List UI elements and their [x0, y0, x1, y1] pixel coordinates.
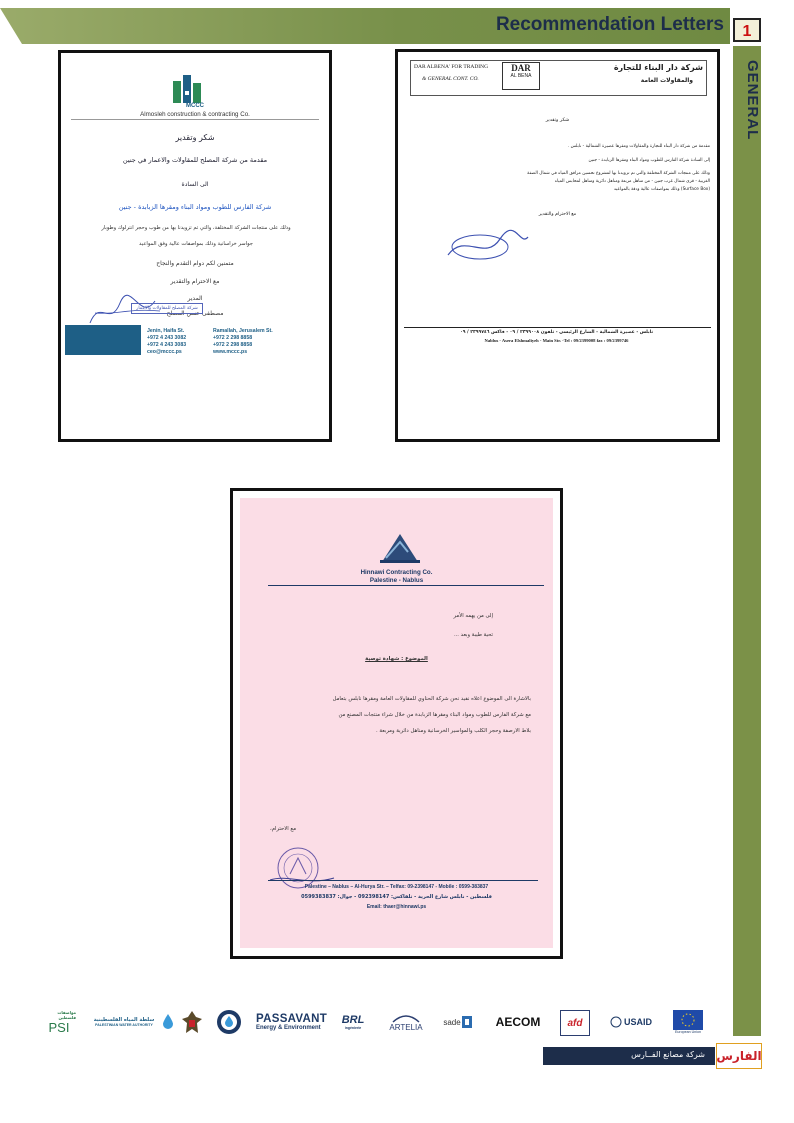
- passavant-sub: Energy & Environment: [256, 1025, 321, 1031]
- pwa-en: PALESTINIAN WATER AUTHORITY: [95, 1023, 153, 1027]
- letter3-email: Email: thaer@hinnawi.ps: [366, 904, 427, 910]
- contact-block-dark: [65, 325, 141, 355]
- letter3-to-whom: إلى من يهمه الأمر: [453, 613, 493, 619]
- letter3-footer-en: Palestine – Nablus – Al-Hurya Str. – Telfax: 09-2398147 - Mobile : 0599-383837: [304, 884, 489, 890]
- letter1-body2: جواسر خراسانية وذلك بمواصفات عالية وفق المواعيد: [139, 241, 253, 247]
- mccc-abbr: MCCC: [186, 103, 204, 109]
- letter2-en2: & GENERAL CONT. CO.: [422, 76, 479, 82]
- pwa-ar: سلطة المياه الفلسطينية: [93, 1017, 155, 1023]
- letter3-body1: بالاشارة الى الموضوع اعلاه نفيد نحن شركة الحناوي للمقاولات العامة ومقرها نابلس بتعامل: [332, 696, 531, 702]
- contact-left-phone2: +972 4 243 3083: [147, 342, 187, 348]
- contact-left-title: Jenin, Haifa St.: [147, 328, 185, 334]
- letter2-line4: الغربية - قرى شمال غرب جنين - من مناهل مربعة ومناهل دائرية ومناهل لمحابس المياه: [554, 179, 710, 184]
- brl-text: BRL: [341, 1014, 365, 1026]
- afd-logo: afd: [560, 1010, 590, 1036]
- letter2-line3: وذلك على منتجات الشركة المختلفة والتي تم تزويدنا بها لمشروع تحسين مرافق المياه في شمال الضفة: [527, 171, 710, 176]
- dar-logo-icon: [502, 62, 540, 90]
- artelia-text: ARTELIA: [389, 1022, 423, 1032]
- eu-flag-icon: [673, 1010, 703, 1030]
- letter2-title: شكر وتقدير: [545, 118, 570, 123]
- letter1-body3: متمنين لكم دوام التقدم والنجاح: [156, 260, 234, 267]
- alfares-logo: الفارس: [716, 1043, 762, 1069]
- letter3-body3: بلاط الارصفة وحجر الكلب والمواسير الخرسانية ومناهل دائرية ومربعة .: [376, 728, 531, 734]
- passavant-text: PASSAVANT: [256, 1013, 328, 1025]
- usaid-seal-icon: [610, 1016, 622, 1028]
- aecom-logo: AECOM: [495, 1015, 541, 1029]
- side-bar: [733, 46, 761, 1036]
- letter-dar-albena: [395, 49, 720, 442]
- contact-right-phone2: +972 2 298 8858: [213, 342, 253, 348]
- sade-text: sade: [443, 1017, 461, 1027]
- letter3-closing: مع الاحترام،: [270, 826, 297, 832]
- letter1-company: Almosleh construction & contracting Co.: [140, 111, 250, 118]
- contact-right-phone1: +972 2 298 8858: [213, 335, 253, 341]
- eu-text: European Union: [675, 1030, 701, 1034]
- artelia-logo: [380, 1003, 432, 1041]
- artelia-arc-icon: [391, 1013, 421, 1023]
- contact-left-email: ceo@mccc.ps: [147, 349, 182, 355]
- passavant-logo: [256, 1003, 328, 1041]
- contact-right-title: Ramallah, Jerusalem St.: [213, 328, 273, 334]
- sade-mark-icon: [461, 1014, 473, 1030]
- letter1-body1: وذلك على منتجات الشركة المختلفة، والتي تم تزويدنا بها من طوب وحجر انترلوك وطوبار: [101, 225, 291, 231]
- brl-sub: ingénierie: [344, 1026, 362, 1030]
- psi-ar: مواصفات فلسطين: [57, 1009, 76, 1020]
- letter3-subject: الموضوع : شهادة توصية: [365, 656, 428, 662]
- letter2-ar1: شركة دار البناء للتجارة: [613, 63, 703, 72]
- signature-stamp-icon: [440, 227, 530, 267]
- letter2-line1: مقدمة من شركة دار البناء للتجارة والمقاولات ومقرها عصيرة الشمالية - نابلس .: [567, 144, 710, 149]
- brl-logo: [338, 1003, 368, 1041]
- letter1-closing: مع الاحترام والتقدير: [170, 278, 220, 285]
- palestine-eagle-icon: [180, 1009, 204, 1035]
- partner-logo-row: [42, 1003, 722, 1041]
- pwa-logo-icon: [88, 1003, 160, 1041]
- water-authority-seal-icon: [216, 1009, 242, 1035]
- letter2-footer-en: Nablus - Asera Elshmaliyeh - Main Str. -Tel : 09/2399008 fax : 09/2399746: [484, 338, 629, 343]
- letter2-line2: إلى السادة شركة الفارس للطوب ومواد البناء ومقرها الزبابدة - جنين: [588, 158, 710, 163]
- dar-logo-sub: AL BENA: [510, 73, 532, 79]
- letter1-signatory-name: مصطفى حسن المصلح: [166, 310, 224, 317]
- letter1-divider: [71, 119, 319, 120]
- usaid-logo: [606, 1003, 656, 1041]
- letter1-recipient: شركة الفارس للطوب ومواد البناء ومقرها الزبابدة - جنين: [118, 203, 272, 211]
- psi-logo-icon: [42, 1003, 76, 1041]
- contact-left-phone1: +972 4 243 3082: [147, 335, 187, 341]
- dar-logo-text: DAR: [511, 63, 531, 73]
- hinnawi-logo-icon: [378, 528, 422, 568]
- letter2-footer-ar: نابلس - عصيرة الشمالية - الشارع الرئيسي - تلفون ٢٣٩٩٠٠٨ / ٠٩ - فاكس ٢٣٩٩٧٤٦ / ٠٩: [459, 330, 654, 335]
- letter1-contact-right: [213, 328, 273, 356]
- contact-right-web: www.mccc.ps: [213, 349, 248, 355]
- letter3-location: Palestine - Nablus: [369, 577, 424, 584]
- letter3-greeting: تحية طيبة وبعد ...: [453, 632, 493, 638]
- letter2-closing: مع الاحترام والتقدير: [538, 212, 577, 217]
- page-number: 1: [733, 18, 761, 42]
- section-label: GENERAL: [744, 60, 761, 141]
- footer-company: شركة مصانع الفــارس: [631, 1050, 705, 1059]
- letter3-body2: مع شركة الفارس للطوب ومواد البناء ومقرها الزبابدة من خلال شراء منتجات المصنع من: [338, 712, 531, 718]
- letter3-paper: [240, 498, 553, 948]
- eu-logo: [666, 1003, 710, 1041]
- letter3-footer-ar: فلسطين - نابلس شارع الحرية - تلفاكس: 092398147 - جوال: 0599383837: [301, 894, 492, 900]
- letter1-to: الى السادة: [181, 181, 209, 188]
- letter2-footer-rule: [404, 327, 711, 328]
- letter-almosleh: [58, 50, 332, 442]
- letter2-line5: (Surface Box) وذلك بمواصفات عالية ودقة بالمواعيد: [613, 187, 710, 192]
- page-title: Recommendation Letters: [495, 14, 724, 35]
- letter3-company: Hinnawi Contracting Co.: [360, 569, 433, 576]
- water-drop-icon: [162, 1013, 174, 1029]
- letter3-header-rule: [268, 585, 544, 586]
- letter-hinnawi: [230, 488, 563, 959]
- sade-logo: [440, 1003, 476, 1041]
- letter2-ar2: والمقاولات العامة: [640, 77, 693, 84]
- mccc-logo-icon: [169, 71, 209, 105]
- letter1-contact-left: [147, 328, 186, 356]
- letter3-footer-rule: [268, 880, 538, 881]
- letter1-signatory: المدير: [187, 295, 203, 302]
- usaid-text: USAID: [623, 1017, 652, 1027]
- letter2-en1: DAR ALBENA' FOR TRADING: [414, 64, 489, 70]
- letter1-presented-by: مقدمة من شركة المصلح للمقاولات والاعمار في جنين: [122, 156, 268, 164]
- letter1-stamp: شركة المصلح للمقاولات والاعمار: [131, 303, 203, 314]
- psi-text: PSI: [48, 1019, 70, 1035]
- letter1-thanks-title: شكر وتقدير: [175, 133, 215, 142]
